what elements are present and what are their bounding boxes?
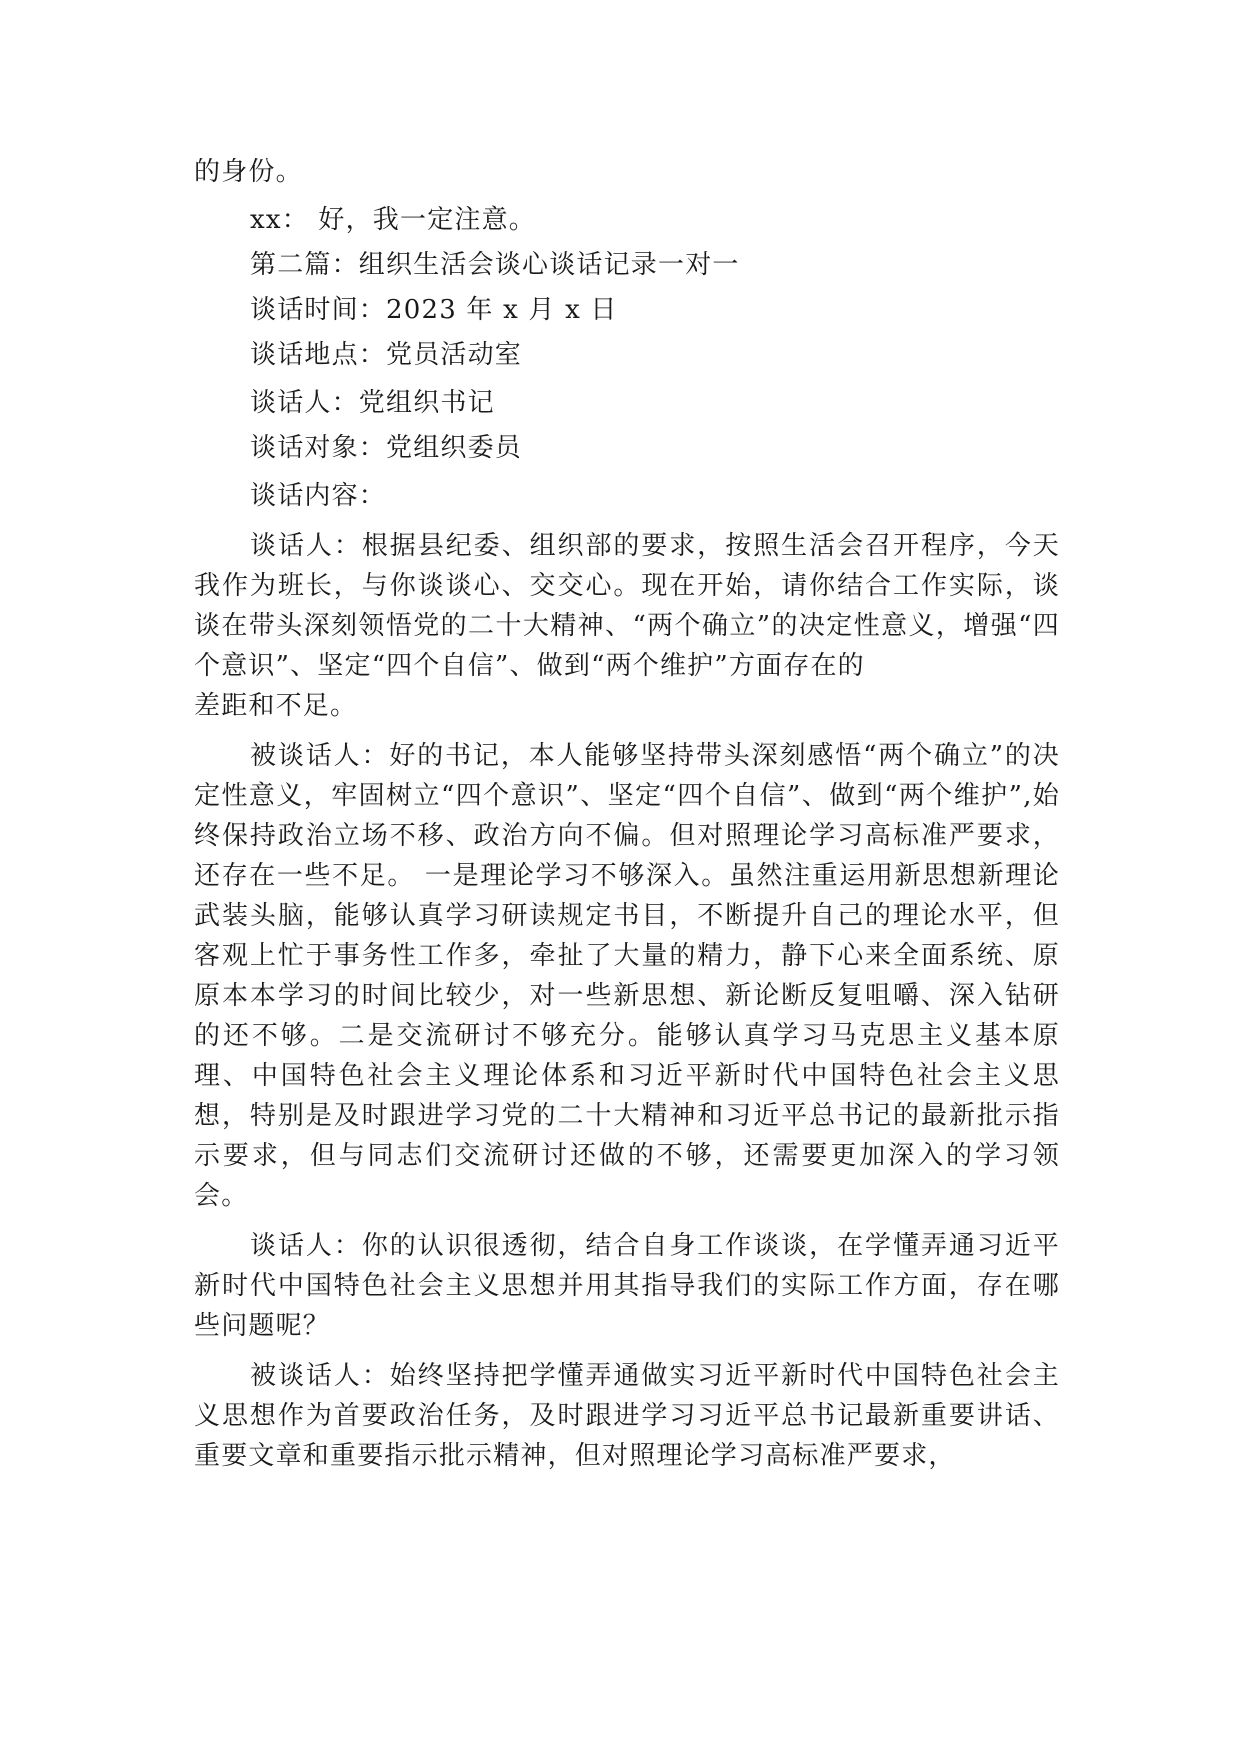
interviewee: 谈话对象：党组织委员 — [250, 433, 523, 463]
document-body — [194, 152, 1060, 1476]
paragraph-question-1-tail: 差距和不足。 — [194, 691, 358, 721]
section-heading: 第二篇：组织生活会谈心谈话记录一对一 — [250, 250, 740, 280]
paragraph-reply: xx： 好，我一定注意。 — [250, 205, 536, 235]
interviewer: 谈话人：党组织书记 — [250, 388, 495, 418]
meeting-time: 谈话时间：2023 年 x 月 x 日 — [250, 295, 618, 325]
paragraph-answer-1: 被谈话人：好的书记，本人能够坚持带头深刻感悟“两个确立”的决定性意义，牢固树立“四个意识”、坚定“四个自信”、做到“两个维护”,始终保持政治立场不移、政治方向不偏。但对照理论学习高标准严要求，还存在一些不足。 一是理论学习不够深入。虽然注重运用新思想新理论武装头脑，能够认真学习研读规定书目，不断提升自己的理论水平，但客观上忙于事务性工作多，牵扯了大量的精力，静下心来全面系统、原原本本学习的时间比较少，对一些新思想、新论断反复咀嚼、深入钻研的还不够。二是交流研讨不够充分。能够认真学习马克思主义基本原理、中国特色社会主义理论体系和习近平新时代中国特色社会主义思想，特别是及时跟进学习党的二十大精神和习近平总书记的最新批示指示要求，但与同志们交流研讨还做的不够，还需要更加深入的学习领会。 — [194, 741, 1060, 1211]
paragraph-question-2: 谈话人：你的认识很透彻，结合自身工作谈谈，在学懂弄通习近平新时代中国特色社会主义思想并用其指导我们的实际工作方面，存在哪些问题呢？ — [194, 1231, 1060, 1341]
paragraph-question-1: 谈话人：根据县纪委、组织部的要求，按照生活会召开程序，今天我作为班长，与你谈谈心、交交心。现在开始，请你结合工作实际，谈谈在带头深刻领悟党的二十大精神、“两个确立”的决定性意义，增强“四个意识”、坚定“四个自信”、做到“两个维护”方面存在的 — [194, 531, 1060, 681]
meeting-location: 谈话地点：党员活动室 — [250, 340, 523, 370]
paragraph-answer-2: 被谈话人：始终坚持把学懂弄通做实习近平新时代中国特色社会主义思想作为首要政治任务，及时跟进学习习近平总书记最新重要讲话、重要文章和重要指示批示精神，但对照理论学习高标准严要求， — [194, 1361, 1060, 1471]
paragraph-continuation: 的身份。 — [194, 157, 303, 187]
content-label: 谈话内容： — [250, 481, 387, 511]
